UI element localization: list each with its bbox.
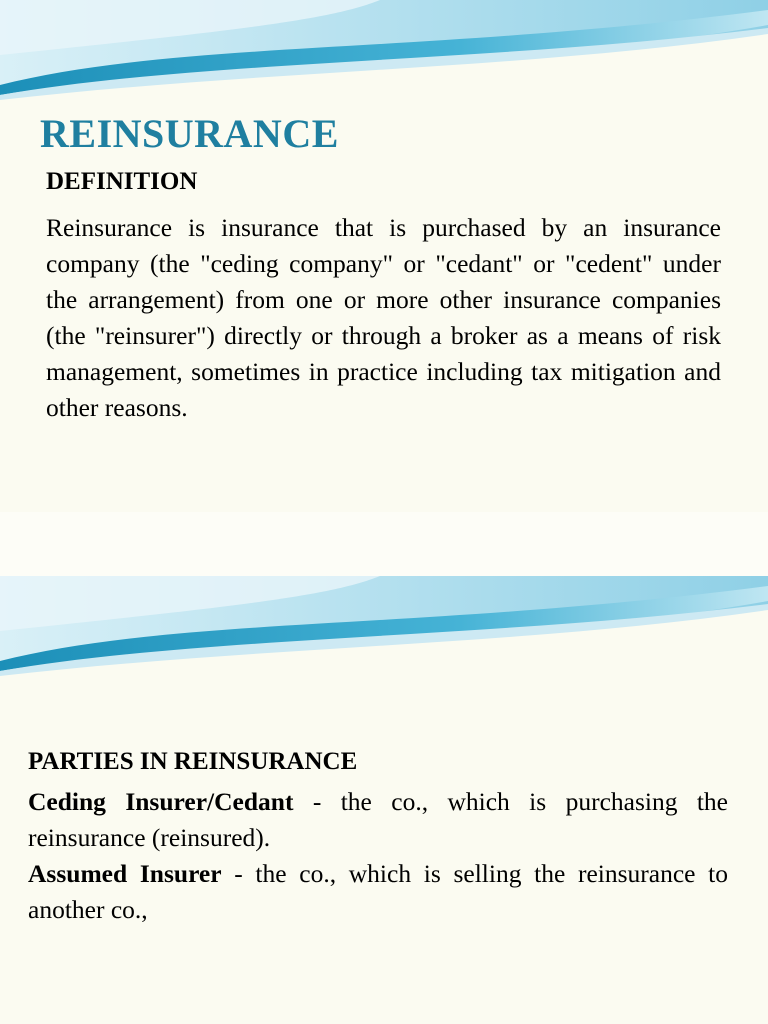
wave-banner	[0, 576, 768, 686]
definition-heading: DEFINITION	[46, 168, 198, 195]
page-title: REINSURANCE	[40, 111, 339, 156]
party-description: - the co., which is selling the reinsurance to another co.,	[28, 859, 728, 924]
party-description: - the co., which is purchasing the reinsurance (reinsured).	[28, 787, 729, 852]
party-item	[28, 856, 728, 928]
definition-text: Reinsurance is insurance that is purchased by an insurance company (the "ceding company" or "cedant" or "cedent" under the arrangement) from one or more other insurance companies (the "reinsurer") directly or through a broker as a means of risk management, sometimes in practice including tax mitigation and other reasons.	[46, 213, 721, 422]
party-item	[28, 784, 728, 856]
party-term: Assumed Insurer	[28, 859, 222, 888]
parties-heading: PARTIES IN REINSURANCE	[28, 748, 358, 775]
party-term: Ceding Insurer/Cedant	[28, 787, 294, 816]
slide-2	[0, 576, 768, 1024]
wave-banner	[0, 0, 768, 110]
